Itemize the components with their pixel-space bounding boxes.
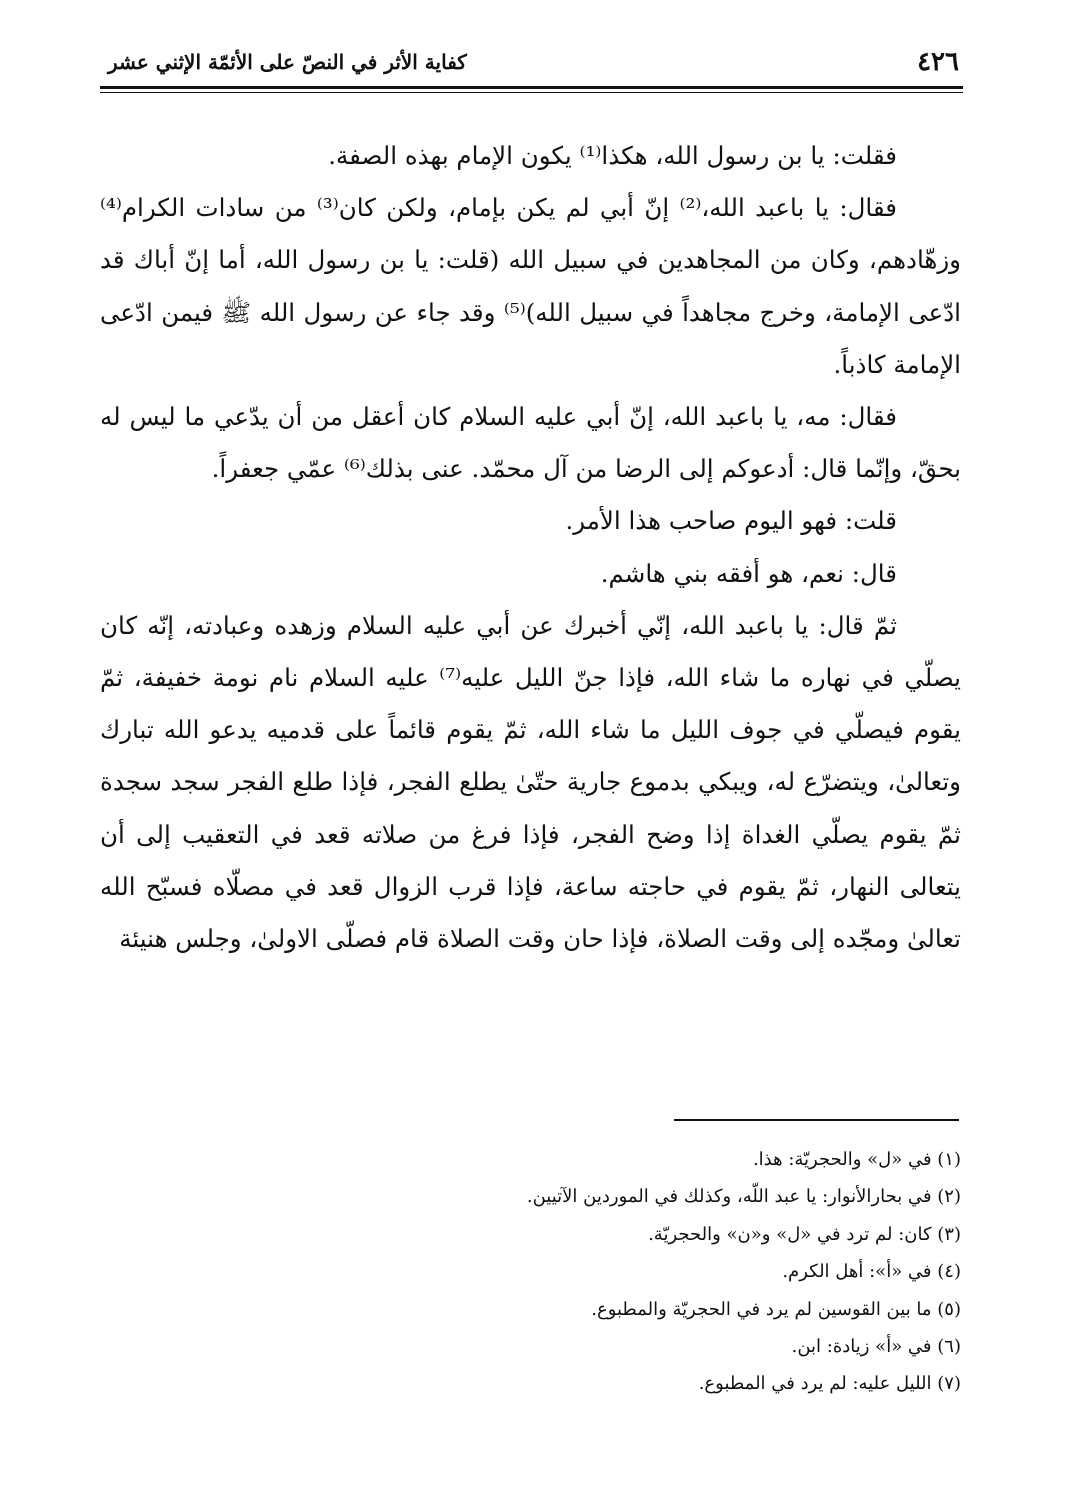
paragraph: ثمّ قال: يا باعبد الله، إنّي أخبرك عن أبي عليه السلام وزهده وعبادته، إنّه كان يصلّي في نهاره ما شاء الله، فإذا جنّ الليل عليه⁽⁷⁾ عليه السلام نام نومة خفيفة، ثمّ يقوم فيصلّي في جوف الليل ما شاء الله، ثمّ يقوم قائماً على قدميه يدعو الله تبارك وتعالىٰ، ويتضرّع له، ويبكي بدموع جارية حتّىٰ يطلع الفجر، فإذا طلع الفجر سجد سجدة ثمّ يقوم يصلّي الغداة إذا وضح الفجر، فإذا فرغ من صلاته قعد في التعقيب إلى أن يتعالى النهار، ثمّ يقوم في حاجته ساعة، فإذا قرب الزوال قعد في مصلّاه فسبّح الله تعالىٰ ومجّده إلى وقت الصلاة، فإذا حان وقت الصلاة قام فصلّى الاولىٰ، وجلس هنيئة	[100, 610, 961, 954]
footnote: (١) في «ل» والحجريّة: هذا.	[752, 1149, 961, 1170]
running-title: كفاية الأثر في النصّ على الأئمّة الإثني عشر	[108, 50, 467, 74]
footnote: (٤) في «أ»: أهل الكرم.	[782, 1261, 961, 1283]
paragraph: فقلت: يا بن رسول الله، هكذا⁽¹⁾ يكون الإمام بهذه الصفة.	[328, 141, 897, 170]
footnote: (٢) في بحارالأنوار: يا عبد اللّه، وكذلك في الموردين الآتيين.	[526, 1186, 961, 1208]
header-rule-thin	[100, 92, 963, 93]
footnotes	[100, 1141, 961, 1403]
footnote: (٥) ما بين القوسين لم يرد في الحجريّة والمطبوع.	[591, 1298, 961, 1320]
paragraph: قلت: فهو اليوم صاحب هذا الأمر.	[565, 506, 897, 536]
page-number: ٤٢٦	[917, 47, 959, 77]
paragraph: قال: نعم، هو أفقه بني هاشم.	[600, 558, 897, 588]
footnote-separator	[674, 1119, 959, 1121]
footnote: (٧) الليل عليه: لم يرد في المطبوع.	[698, 1373, 961, 1395]
paragraph: فقال: يا باعبد الله،⁽²⁾ إنّ أبي لم يكن بإمام، ولكن كان⁽³⁾ من سادات الكرام⁽⁴⁾ وزهّادهم، وكان من المجاهدين في سبيل الله (قلت: يا بن رسول الله، أما إنّ أباك قد ادّعى الإمامة، وخرج مجاهداً في سبيل الله)⁽⁵⁾ وقد جاء عن رسول الله ﷺ فيمن ادّعى الإمامة كاذباً.	[100, 193, 961, 379]
paragraph: فقال: مه، يا باعبد الله، إنّ أبي عليه السلام كان أعقل من أن يدّعي ما ليس له بحقّ، وإنّما قال: أدعوكم إلى الرضا من آل محمّد. عنى بذلك⁽⁶⁾ عمّي جعفراً.	[100, 402, 961, 484]
page-header	[108, 44, 959, 80]
header-rule	[100, 86, 963, 89]
main-text	[100, 130, 961, 965]
footnote: (٦) في «أ» زيادة: ابن.	[791, 1336, 961, 1358]
footnote: (٣) كان: لم ترد في «ل» و«ن» والحجريّة.	[648, 1223, 961, 1245]
